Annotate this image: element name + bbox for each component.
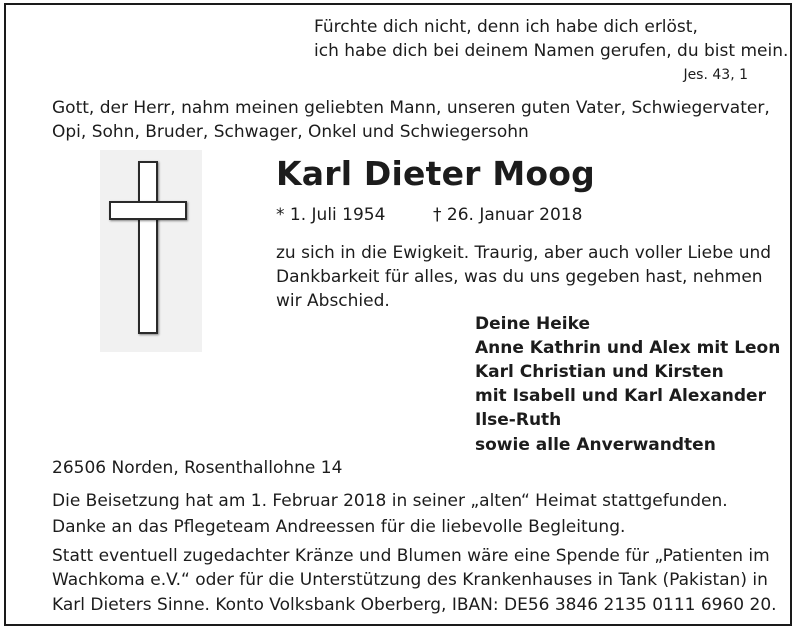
message-line-1: zu sich in die Ewigkeit. Traurig, aber auch voller Liebe und	[276, 243, 772, 263]
birth-date: * 1. Juli 1954	[276, 205, 386, 225]
cross-joint	[140, 203, 156, 218]
donation-line-2: Wachkoma e.V.“ oder für die Unterstützung des Krankenhauses in Tank (Pakistan) in	[52, 570, 768, 590]
intro-line-2: Opi, Sohn, Bruder, Schwager, Onkel und Schwiegersohn	[52, 122, 529, 142]
message-line-3: wir Abschied.	[276, 291, 390, 311]
verse-line-1: Fürchte dich nicht, denn ich habe dich erlöst,	[314, 17, 698, 37]
burial-note: Die Beisetzung hat am 1. Februar 2018 in seiner „alten“ Heimat stattgefunden.	[52, 491, 728, 511]
mourner-4: mit Isabell und Karl Alexander	[475, 386, 766, 406]
message-line-2: Dankbarkeit für alles, was du uns gegeben hast, nehmen	[276, 267, 763, 287]
mourner-3: Karl Christian und Kirsten	[475, 362, 724, 382]
verse-reference: Jes. 43, 1	[683, 67, 748, 83]
mourner-2: Anne Kathrin und Alex mit Leon	[475, 338, 781, 358]
cross-icon	[138, 161, 158, 334]
thanks-note: Danke an das Pflegeteam Andreessen für die liebevolle Begleitung.	[52, 517, 626, 537]
address: 26506 Norden, Rosenthallohne 14	[52, 458, 343, 478]
verse-line-2: ich habe dich bei deinem Namen gerufen, du bist mein.	[314, 41, 789, 61]
death-date: † 26. Januar 2018	[433, 205, 583, 225]
deceased-name: Karl Dieter Moog	[276, 154, 595, 193]
intro-line-1: Gott, der Herr, nahm meinen geliebten Mann, unseren guten Vater, Schwiegervater,	[52, 98, 770, 118]
donation-line-3: Karl Dieters Sinne. Konto Volksbank Oberberg, IBAN: DE56 3846 2135 0111 6960 20.	[52, 595, 777, 615]
mourner-6: sowie alle Anverwandten	[475, 435, 716, 455]
mourner-1: Deine Heike	[475, 314, 590, 334]
mourner-5: Ilse-Ruth	[475, 410, 562, 430]
donation-line-1: Statt eventuell zugedachter Kränze und Blumen wäre eine Spende für „Patienten im	[52, 546, 770, 566]
